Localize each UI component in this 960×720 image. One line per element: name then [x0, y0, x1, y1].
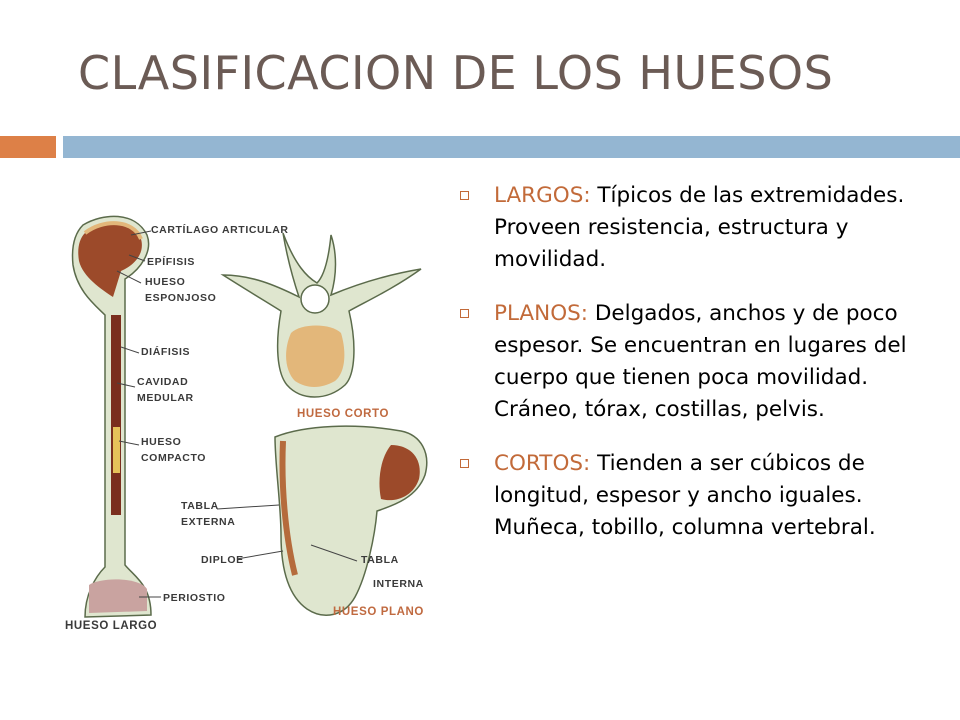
bullet-planos: [458, 298, 918, 426]
bullet-text: Típicos de las extremidades. Proveen resistencia, estructura y movilidad.: [494, 183, 905, 272]
accent-bar-orange: [0, 136, 56, 158]
long-bone-drawing: [72, 216, 151, 617]
label-hueso-esponjoso-1: HUESO: [145, 276, 186, 288]
square-bullet-icon: [460, 309, 469, 318]
label-hueso-compacto-1: HUESO: [141, 436, 182, 448]
vertebra-drawing: [223, 233, 421, 397]
bullet-cortos: [458, 448, 918, 544]
accent-bar-blue: [63, 136, 960, 158]
label-epifisis: EPÍFISIS: [147, 256, 195, 268]
label-hueso-compacto-2: COMPACTO: [141, 452, 207, 464]
slide-title: CLASIFICACION DE LOS HUESOS: [78, 46, 834, 100]
bullet-term: PLANOS:: [494, 301, 589, 326]
square-bullet-icon: [460, 459, 469, 468]
label-tabla-interna-1: TABLA: [361, 554, 399, 566]
label-medular: MEDULAR: [137, 392, 194, 404]
label-hueso-esponjoso-2: ESPONJOSO: [145, 292, 217, 304]
caption-hueso-plano: HUESO PLANO: [333, 606, 424, 618]
label-tabla-externa-1: TABLA: [181, 500, 219, 512]
label-cartilago: CARTÍLAGO ARTICULAR: [151, 224, 289, 236]
caption-hueso-corto: HUESO CORTO: [297, 408, 390, 420]
bullet-text: Tienden a ser cúbicos de longitud, espesor y ancho iguales. Muñeca, tobillo, columna vertebral.: [494, 451, 876, 540]
label-periostio: PERIOSTIO: [163, 592, 226, 604]
label-tabla-externa-2: EXTERNA: [181, 516, 236, 528]
bullet-largos: [458, 180, 918, 276]
label-diploe: DIPLOE: [201, 554, 244, 566]
bone-types-illustration: [55, 205, 445, 645]
label-tabla-interna-2: INTERNA: [373, 578, 424, 590]
square-bullet-icon: [460, 191, 469, 200]
bullet-list: [458, 180, 918, 566]
bullet-text: Delgados, anchos y de poco espesor. Se encuentran en lugares del cuerpo que tienen poca movilidad. Cráneo, tórax, costillas, pelvis.: [494, 301, 907, 422]
bullet-term: CORTOS:: [494, 451, 591, 476]
label-cavidad: CAVIDAD: [137, 376, 189, 388]
label-diafisis: DIÁFISIS: [141, 346, 191, 358]
bullet-term: LARGOS:: [494, 183, 591, 208]
caption-hueso-largo: HUESO LARGO: [65, 620, 158, 632]
